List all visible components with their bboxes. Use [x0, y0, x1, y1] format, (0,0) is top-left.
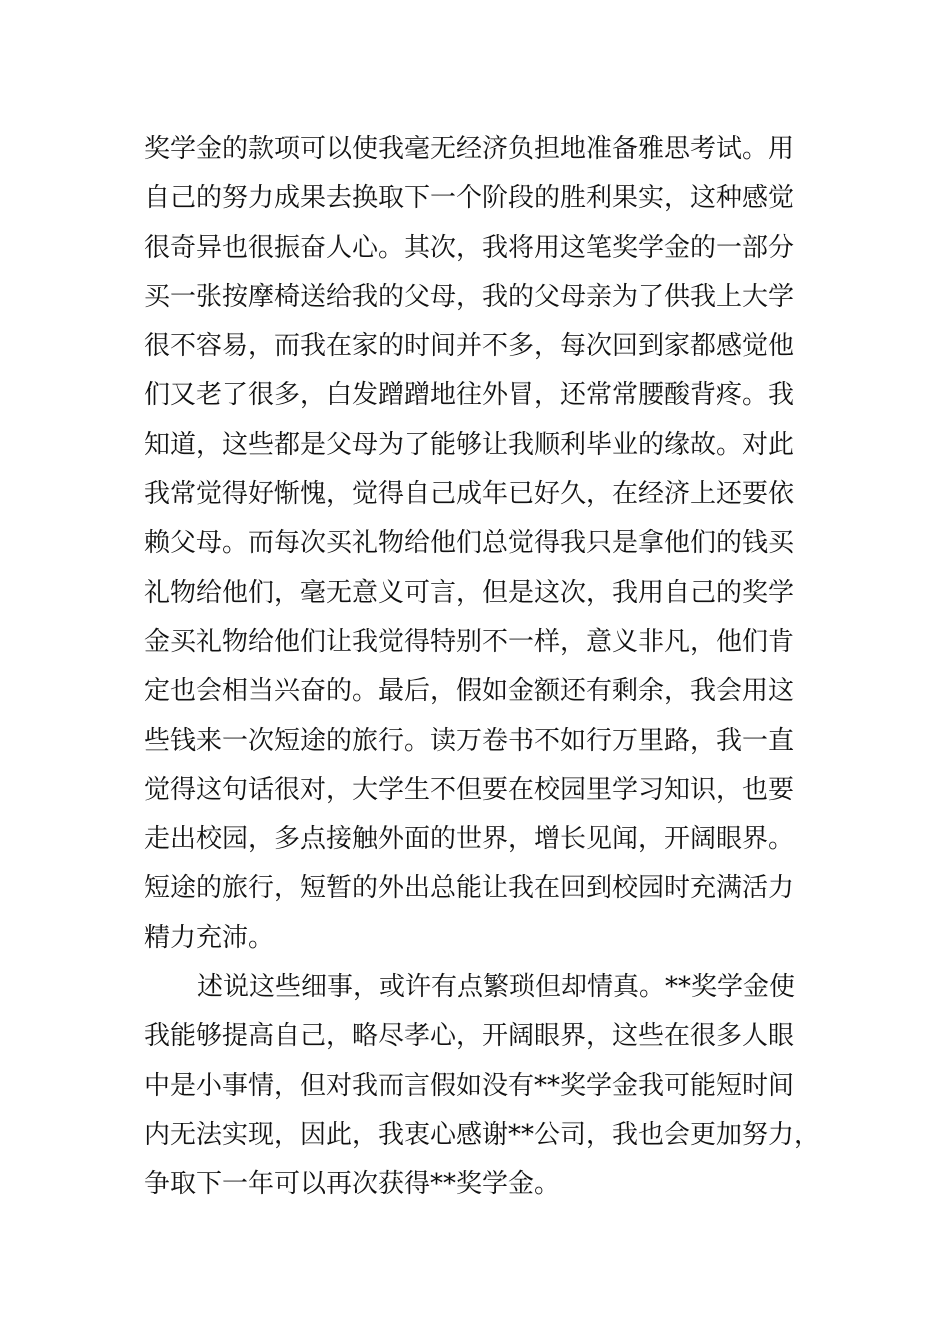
text-line: 奖学金的款项可以使我毫无经济负担地准备雅思考试。用 [144, 134, 795, 164]
text-line: 些钱来一次短途的旅行。读万卷书不如行万里路，我一直 [144, 725, 795, 756]
text-line: 很奇异也很振奋人心。其次，我将用这笔奖学金的一部分 [144, 232, 795, 263]
paragraph-2 [144, 963, 834, 1209]
text-line: 走出校园，多点接触外面的世界，增长见闻，开阔眼界。 [144, 824, 795, 855]
text-line: 我常觉得好惭愧，觉得自己成年已好久，在经济上还要依 [144, 479, 795, 510]
text-line: 觉得这句话很对，大学生不但要在校园里学习知识，也要 [144, 774, 795, 805]
text-line: 金买礼物给他们让我觉得特别不一样，意义非凡，他们肯 [144, 626, 795, 657]
text-line: 定也会相当兴奋的。最后，假如金额还有剩余，我会用这 [144, 676, 795, 707]
text-line: 知道，这些都是父母为了能够让我顺利毕业的缘故。对此 [144, 429, 795, 460]
paragraph-1 [144, 125, 834, 963]
text-line: 赖父母。而每次买礼物给他们总觉得我只是拿他们的钱买 [144, 528, 795, 559]
document-body [144, 125, 834, 1210]
text-line: 述说这些细事，或许有点繁琐但却情真。**奖学金使 [197, 972, 796, 1003]
text-line: 精力充沛。 [144, 922, 275, 953]
text-line: 自己的努力成果去换取下一个阶段的胜利果实，这种感觉 [144, 183, 795, 214]
text-line: 们又老了很多，白发蹭蹭地往外冒，还常常腰酸背疼。我 [144, 380, 795, 411]
text-line: 我能够提高自己，略尽孝心，开阔眼界，这些在很多人眼 [144, 1021, 795, 1052]
text-line: 内无法实现，因此，我衷心感谢**公司，我也会更加努力， [144, 1119, 821, 1150]
text-line: 很不容易，而我在家的时间并不多，每次回到家都感觉他 [144, 331, 795, 362]
text-line: 中是小事情，但对我而言假如没有**奖学金我可能短时间 [144, 1070, 795, 1101]
text-line: 买一张按摩椅送给我的父母，我的父母亲为了供我上大学 [144, 281, 795, 312]
text-line: 争取下一年可以再次获得**奖学金。 [144, 1169, 561, 1200]
text-line: 短途的旅行，短暂的外出总能让我在回到校园时充满活力 [144, 873, 795, 904]
text-line: 礼物给他们，毫无意义可言，但是这次，我用自己的奖学 [144, 577, 795, 608]
